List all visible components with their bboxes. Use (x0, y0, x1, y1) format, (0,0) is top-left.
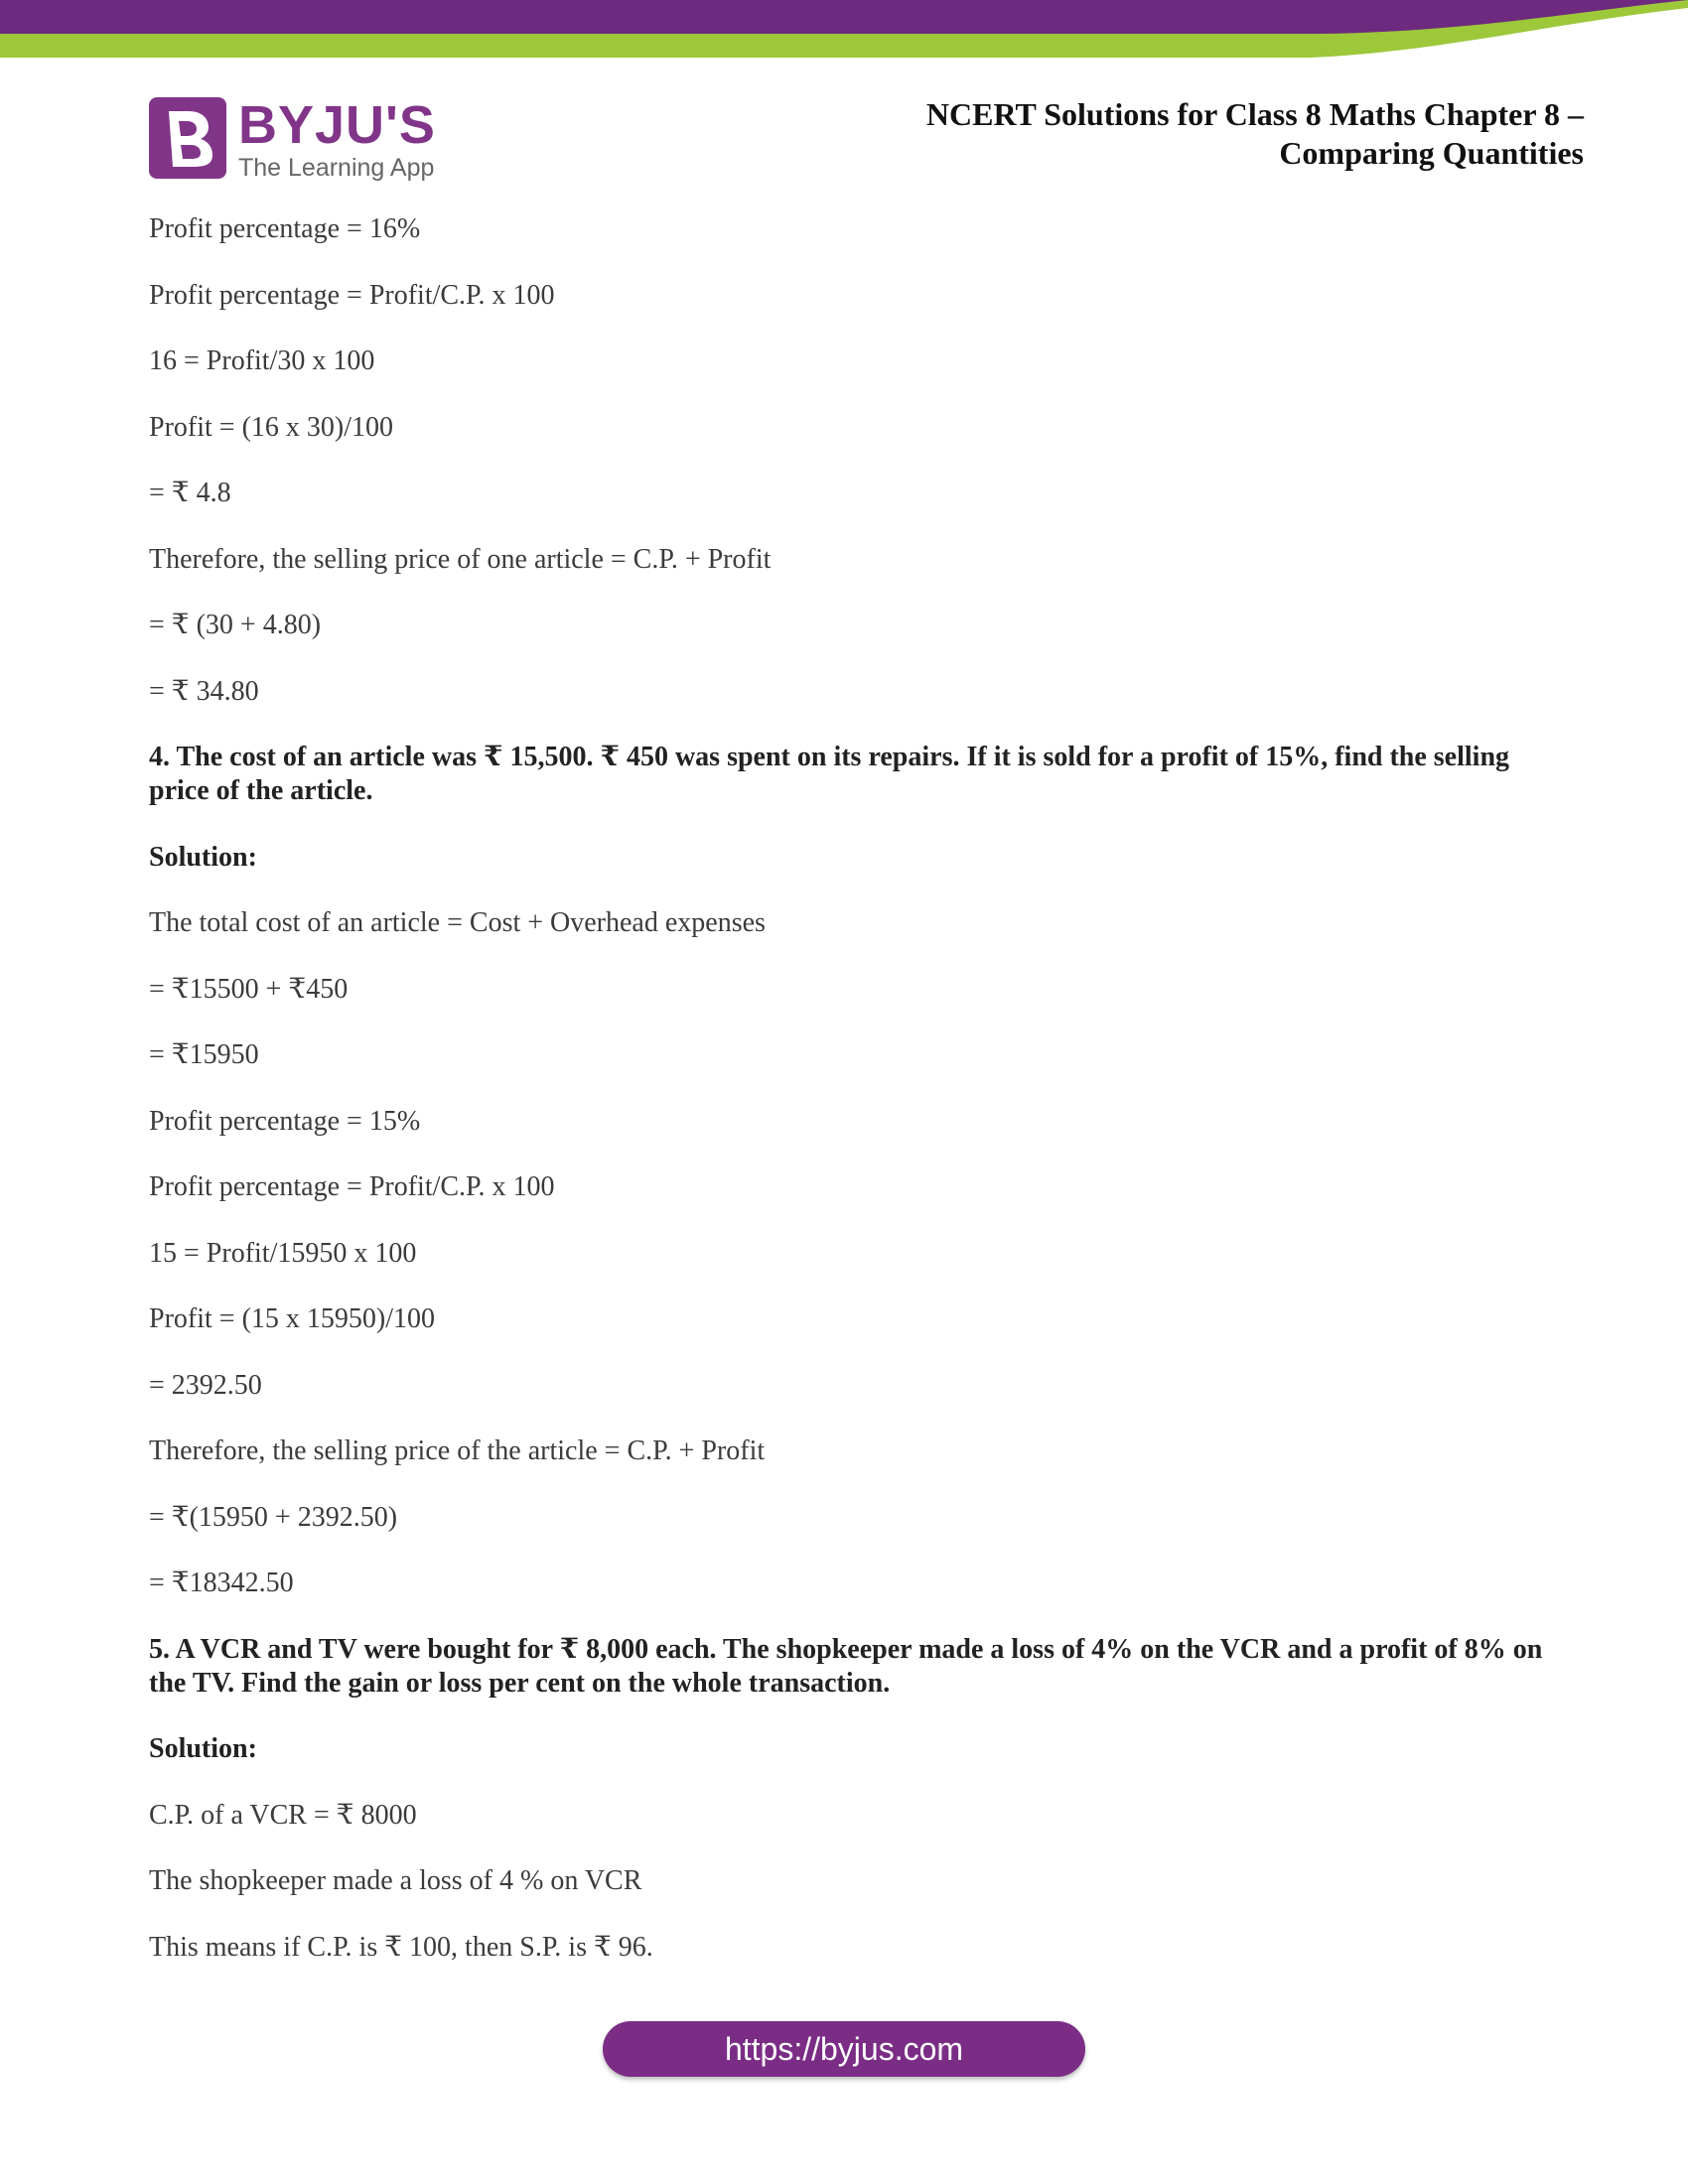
text-line: Profit = (15 x 15950)/100 (149, 1303, 435, 1334)
question-5: 5. A VCR and TV were bought for ₹ 8,000 each. The shopkeeper made a loss of 4% on the VCR and a profit of 8% on the TV. Find the gain or loss per cent on the whole transaction. (149, 1633, 1543, 1699)
text-line: = ₹15500 + ₹450 (149, 973, 349, 1005)
byjus-logo (149, 97, 437, 183)
text-line: = 2392.50 (149, 1369, 262, 1401)
text-line: Profit percentage = Profit/C.P. x 100 (149, 1171, 555, 1202)
logo-tagline: The Learning App (238, 154, 435, 182)
text-line: C.P. of a VCR = ₹ 8000 (149, 1799, 417, 1831)
top-decorative-band (0, 0, 1688, 60)
text-line: Profit percentage = 15% (149, 1105, 421, 1137)
solution-label: Solution: (149, 841, 257, 873)
question-4: 4. The cost of an article was ₹ 15,500. ₹ 450 was spent on its repairs. If it is sold for a profit of 15%, find the selling price of the article. (149, 742, 1510, 806)
website-link-button[interactable]: https://byjus.com (603, 2021, 1085, 2077)
logo-wordmark: BYJU'S (238, 95, 436, 155)
text-line: The total cost of an article = Cost + Overhead expenses (149, 907, 766, 938)
document-body (149, 212, 1549, 1996)
text-line: Therefore, the selling price of one article = C.P. + Profit (149, 543, 772, 575)
text-line: Profit = (16 x 30)/100 (149, 411, 393, 443)
text-line: 15 = Profit/15950 x 100 (149, 1237, 417, 1269)
page-title-line-2: Comparing Quantities (1279, 135, 1584, 171)
text-line: = ₹18342.50 (149, 1568, 294, 1598)
solution-label: Solution: (149, 1733, 257, 1764)
page-title-line-1: NCERT Solutions for Class 8 Maths Chapter 8 – (925, 96, 1584, 132)
text-line: = ₹(15950 + 2392.50) (149, 1501, 398, 1533)
text-line: This means if C.P. is ₹ 100, then S.P. is ₹ 96. (149, 1931, 653, 1963)
text-line: = ₹15950 (149, 1039, 259, 1070)
page-title (789, 95, 1584, 173)
text-line: Profit percentage = 16% (149, 213, 421, 244)
text-line: = ₹ 4.8 (149, 478, 231, 508)
text-line: = ₹ (30 + 4.80) (149, 610, 322, 640)
text-line: 16 = Profit/30 x 100 (149, 345, 375, 376)
text-line: Profit percentage = Profit/C.P. x 100 (149, 279, 555, 311)
text-line: Therefore, the selling price of the article = C.P. + Profit (149, 1435, 766, 1466)
logo-b-icon (149, 97, 226, 179)
text-line: = ₹ 34.80 (149, 675, 259, 707)
text-line: The shopkeeper made a loss of 4 % on VCR (149, 1865, 642, 1896)
